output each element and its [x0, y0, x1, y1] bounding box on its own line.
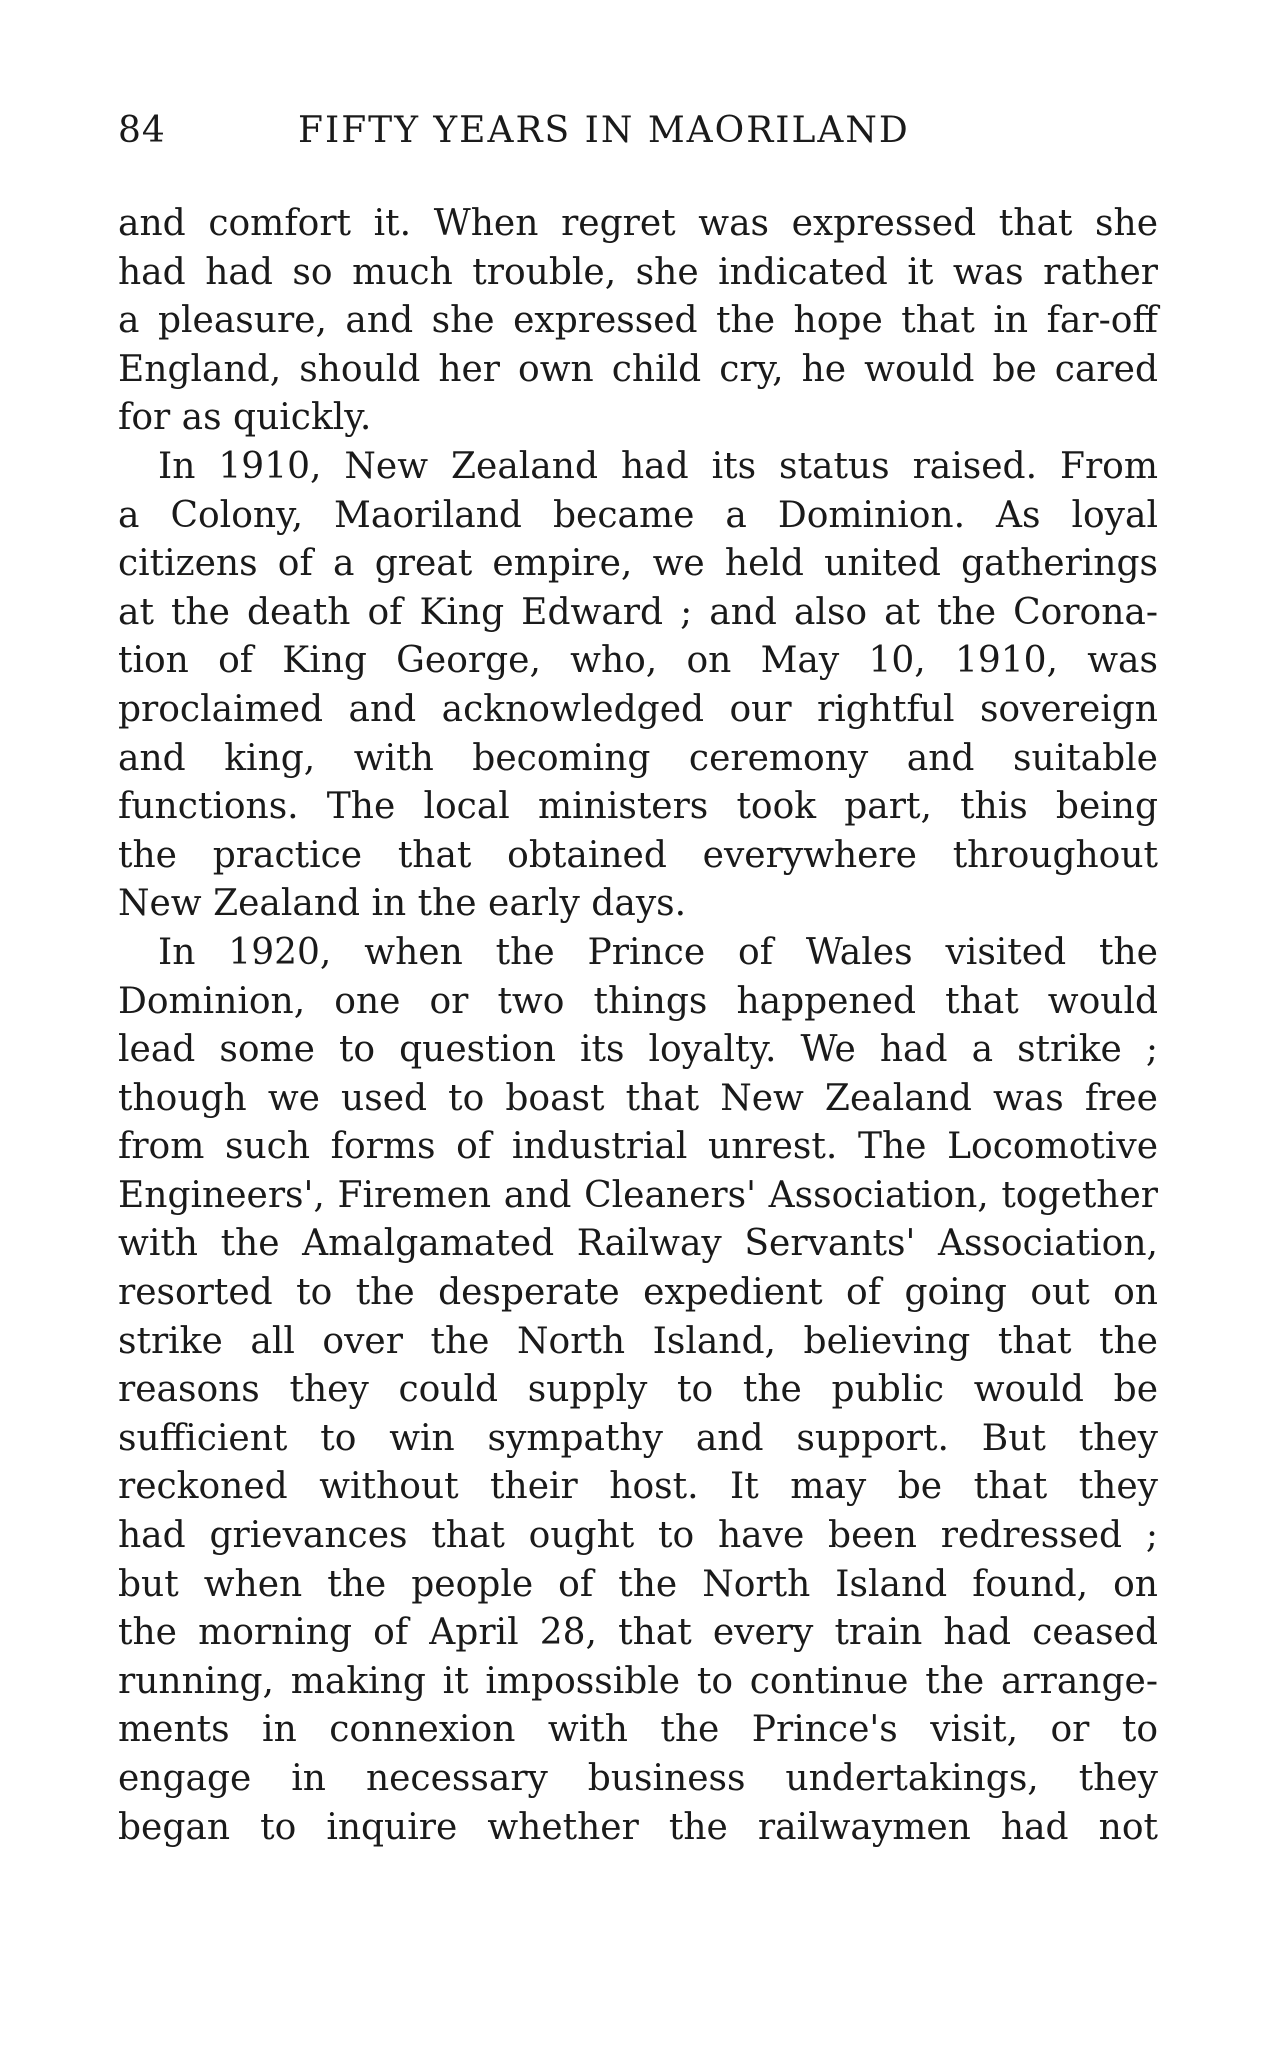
body-text — [118, 200, 1158, 1852]
text-line: from such forms of industrial unrest. The Locomotive — [118, 1126, 1158, 1168]
text-line: tion of King George, who, on May 10, 1910, was — [118, 640, 1158, 682]
page-number: 84 — [118, 110, 166, 151]
text-line: proclaimed and acknowledged our rightful sovereign — [118, 688, 1158, 730]
text-line: lead some to question its loyalty. We had a strike ; — [118, 1029, 1158, 1071]
text-line: reasons they could supply to the public would be — [118, 1369, 1158, 1411]
text-line: and king, with becoming ceremony and suitable — [118, 737, 1158, 779]
text-line: but when the people of the North Island found, on — [118, 1563, 1158, 1605]
text-line: Dominion, one or two things happened that would — [118, 980, 1158, 1022]
text-line: In 1920, when the Prince of Wales visited the — [158, 931, 1158, 973]
text-line: had had so much trouble, she indicated it was rather — [118, 251, 1158, 293]
text-line: Engineers', Firemen and Cleaners' Association, together — [118, 1174, 1158, 1216]
page-header — [118, 110, 1168, 160]
text-line: running, making it impossible to continue the arrange- — [118, 1660, 1158, 1702]
text-line: had grievances that ought to have been redressed ; — [118, 1515, 1158, 1557]
text-line: England, should her own child cry, he would be cared — [118, 348, 1158, 390]
text-line: engage in necessary business undertakings, they — [118, 1758, 1158, 1799]
text-line: though we used to boast that New Zealand was free — [118, 1077, 1158, 1119]
text-line: the practice that obtained everywhere throughout — [118, 834, 1158, 876]
text-line: and comfort it. When regret was expressed that she — [118, 203, 1158, 244]
running-title: FIFTY YEARS IN MAORILAND — [298, 110, 910, 151]
text-line: for as quickly. — [118, 397, 372, 439]
text-line: strike all over the North Island, believing that the — [118, 1320, 1158, 1362]
text-line: with the Amalgamated Railway Servants' Association, — [118, 1223, 1158, 1265]
text-line: sufficient to win sympathy and support. But they — [118, 1417, 1158, 1459]
text-line: functions. The local ministers took part, this being — [118, 786, 1158, 828]
text-line: a pleasure, and she expressed the hope that in far-off — [118, 300, 1158, 342]
text-line: reckoned without their host. It may be that they — [118, 1466, 1158, 1508]
text-line: New Zealand in the early days. — [118, 883, 687, 925]
text-line: citizens of a great empire, we held united gatherings — [118, 543, 1158, 585]
text-line: began to inquire whether the railwaymen had not — [118, 1806, 1158, 1848]
text-line: resorted to the desperate expedient of going out on — [118, 1272, 1158, 1314]
text-line: ments in connexion with the Prince's visit, or to — [118, 1709, 1158, 1751]
text-line: at the death of King Edward ; and also at the Corona- — [118, 591, 1158, 633]
text-line: In 1910, New Zealand had its status raised. From — [158, 445, 1158, 487]
text-line: the morning of April 28, that every train had ceased — [118, 1612, 1158, 1654]
text-line: a Colony, Maoriland became a Dominion. As loyal — [118, 494, 1158, 536]
